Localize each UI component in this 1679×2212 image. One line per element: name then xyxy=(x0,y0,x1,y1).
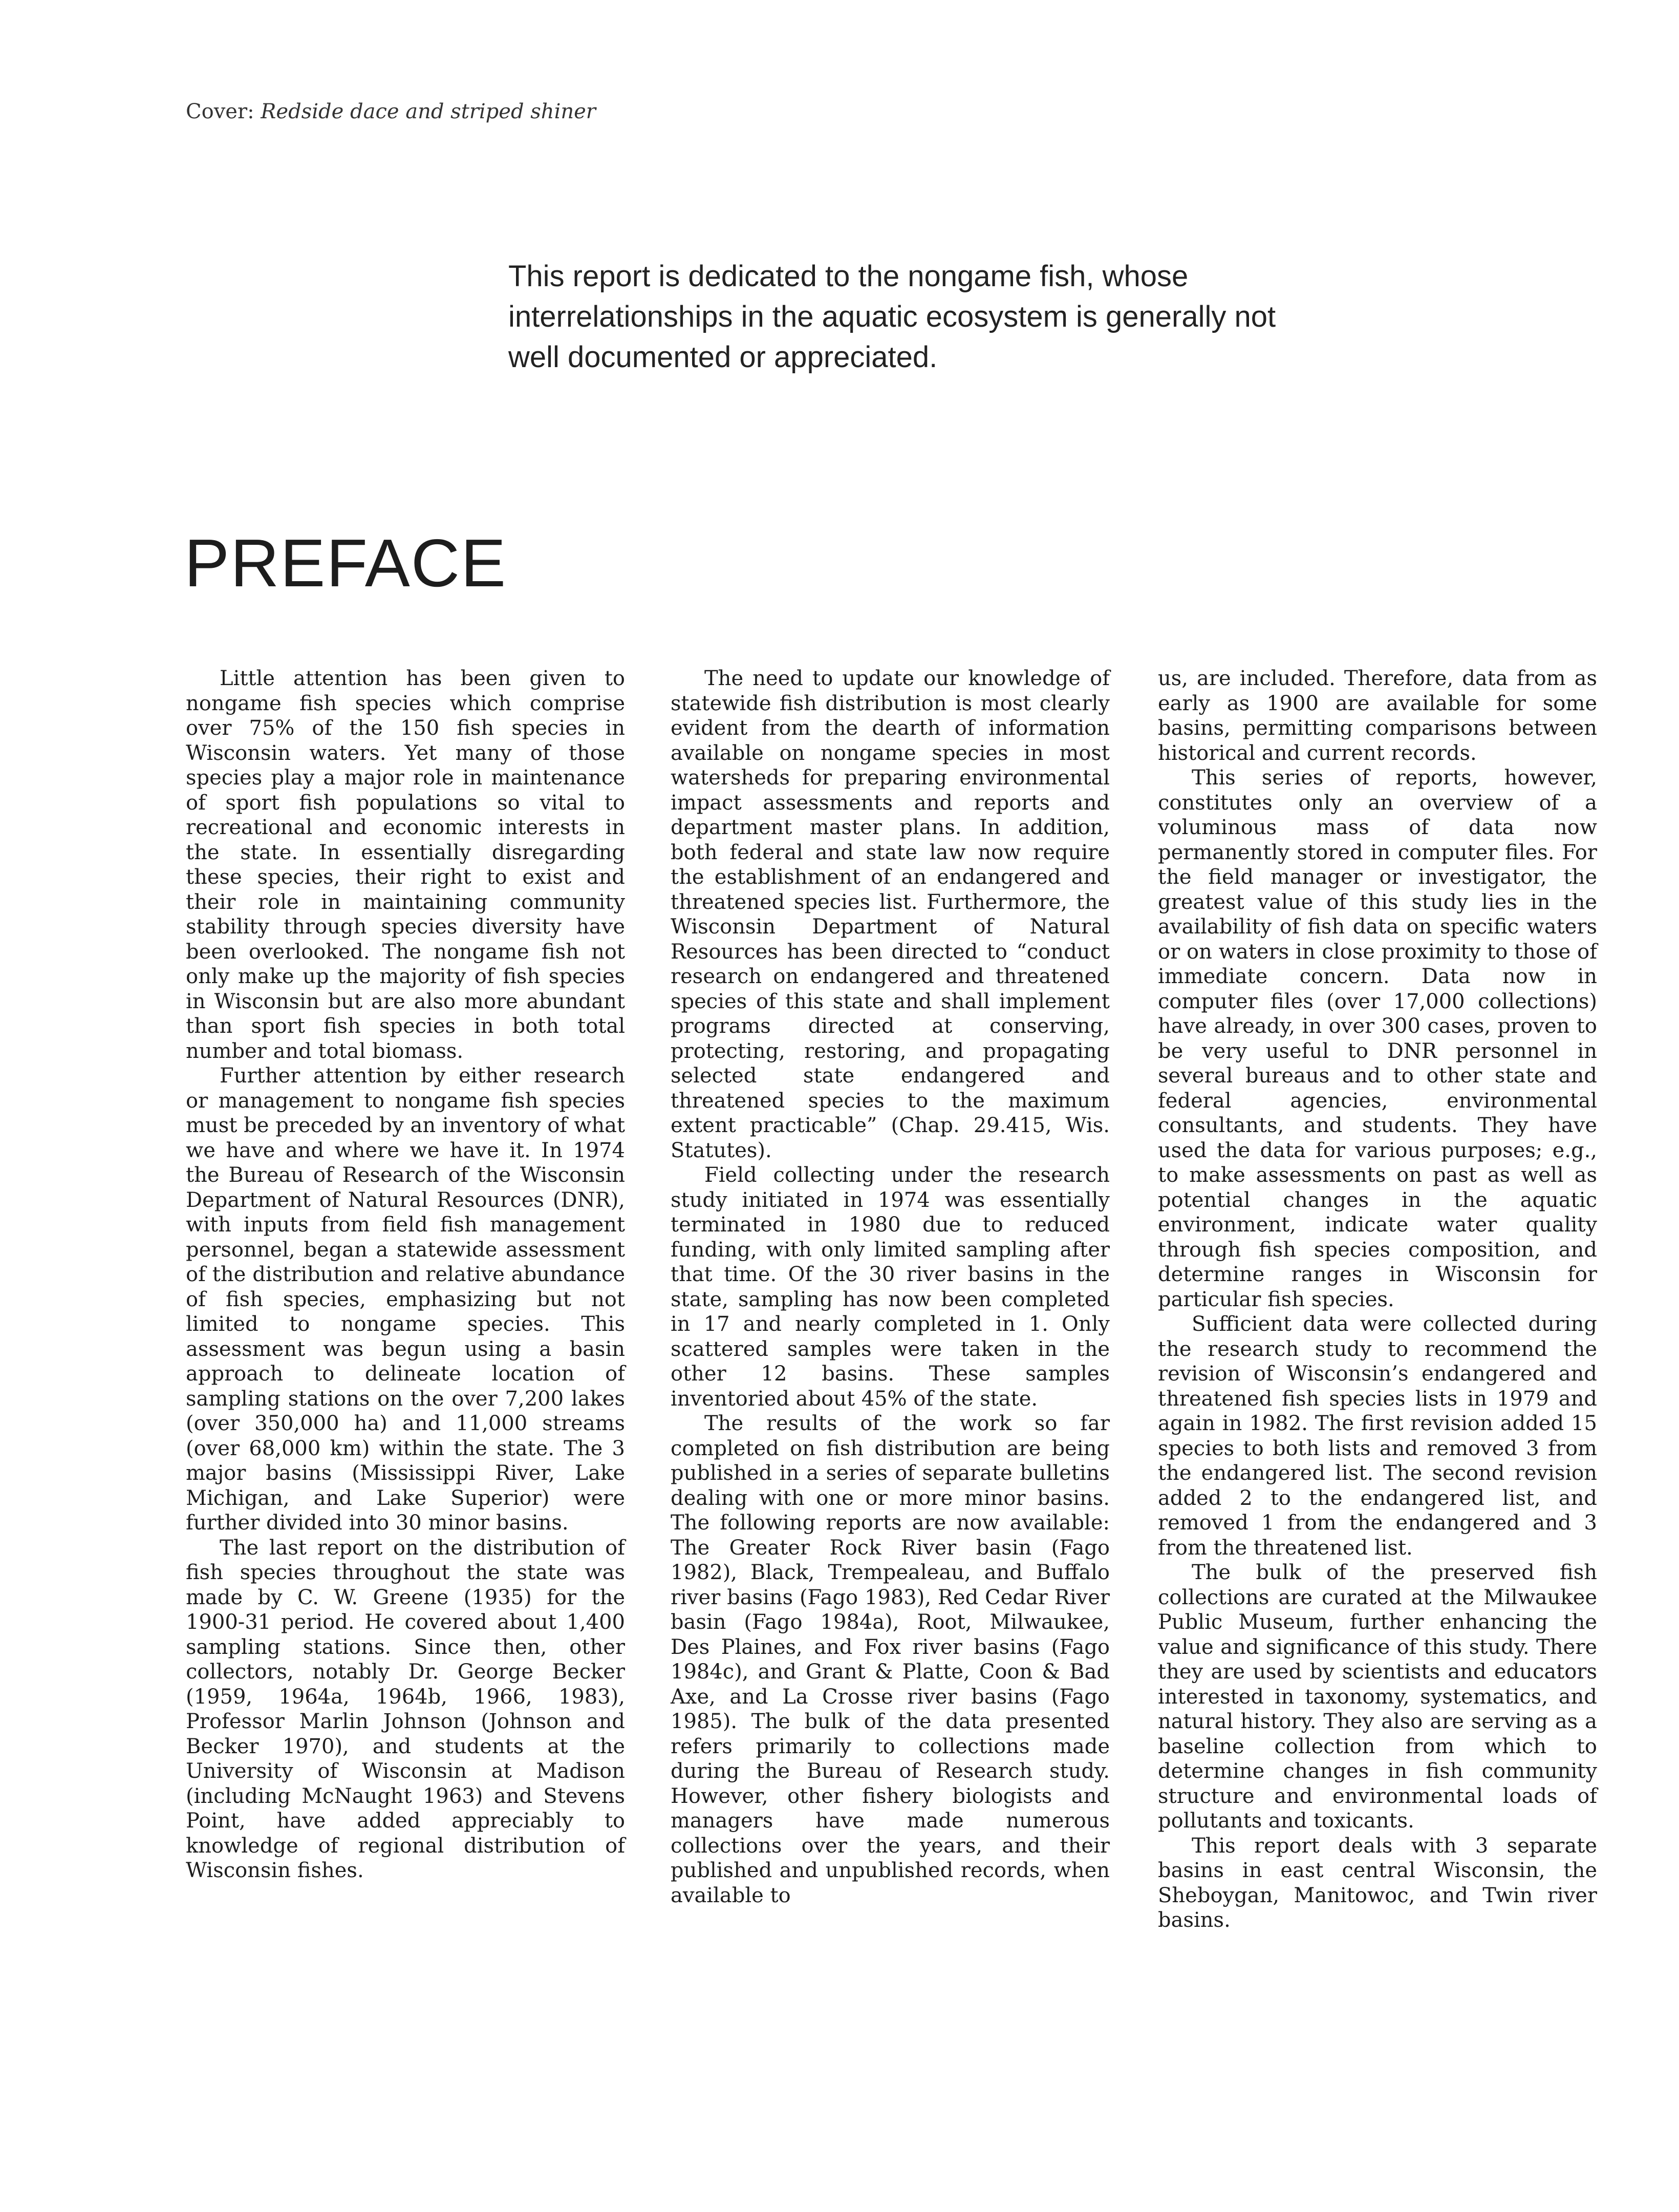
dedication-text: This report is dedicated to the nongame fish, whose interrelationships in the aquatic ecosystem is generally not well documented or appreciated. xyxy=(508,260,1276,374)
paragraph: The last report on the distribution of fish species throughout the state was made by C. W. Greene (1935) for the 1900-31 period. He covered about 1,400 sampling stations. Since then, other collectors, notably Dr. George Becker (1959, 1964a, 1964b, 1966, 1983), Professor Marlin Johnson (Johnson and Becker 1970), and students at the University of Wisconsin at Madison (including McNaught 1963) and Stevens Point, have added appreciably to knowledge of regional distribution of Wisconsin fishes. xyxy=(186,1536,625,1882)
paragraph: The need to update our knowledge of statewide fish distribution is most clearly evident from the dearth of information available on nongame species in most watersheds for preparing environmental impact assessments and reports and department master plans. In addition, both federal and state law now require the establishment of an endangered and threatened species list. Furthermore, the Wisconsin Department of Natural Resources has been directed to “conduct research on endangered and threatened species of this state and shall implement programs directed at conserving, protecting, restoring, and propagating selected state endangered and threatened species to the maximum extent practicable” (Chap. 29.415, Wis. Statutes). xyxy=(671,667,1110,1162)
cover-caption xyxy=(186,96,596,127)
paragraph: Little attention has been given to nongame fish species which comprise over 75% of the 150 fish species in Wisconsin waters. Yet many of those species play a major role in maintenance of sport fish populations so vital to recreational and economic interests in the state. In essentially disregarding these species, their right to exist and their role in maintaining community stability through species diversity have been overlooked. The nongame fish not only make up the majority of fish species in Wisconsin but are also more abundant than sport fish species in both total number and total biomass. xyxy=(186,667,625,1063)
text-column-2 xyxy=(671,666,1110,1908)
text-column-1 xyxy=(186,666,625,1883)
paragraph: The results of the work so far completed on fish distribution are being published in a series of separate bulletins dealing with one or more minor basins. The following reports are now available: The Greater Rock River basin (Fago 1982), Black, Trempealeau, and Buffalo river basins (Fago 1983), Red Cedar River basin (Fago 1984a), Root, Milwaukee, Des Plaines, and Fox river basins (Fago 1984c), and Grant & Platte, Coon & Bad Axe, and La Crosse river basins (Fago 1985). The bulk of the data presented refers primarily to collections made during the Bureau of Research study. However, other fishery biologists and managers have made numerous collections over the years, and their published and unpublished records, when available to xyxy=(671,1412,1110,1907)
paragraph: Sufficient data were collected during the research study to recommend the revision of Wisconsin’s endangered and threatened fish species lists in 1979 and again in 1982. The first revision added 15 species to both lists and removed 3 from the endangered list. The second revision added 2 to the endangered list, and removed 1 from the endangered and 3 from the threatened list. xyxy=(1158,1312,1597,1560)
paragraph-continued: us, are included. Therefore, data from as early as 1900 are available for some basins, permitting comparisons between historical and current records. xyxy=(1158,667,1597,765)
paragraph: Field collecting under the research study initiated in 1974 was essentially terminated in 1980 due to reduced funding, with only limited sampling after that time. Of the 30 river basins in the state, sampling has now been completed in 17 and nearly completed in 1. Only scattered samples were taken in the other 12 basins. These samples inventoried about 45% of the state. xyxy=(671,1163,1110,1411)
cover-title: Redside dace and striped shiner xyxy=(261,100,596,123)
cover-label: Cover: xyxy=(186,100,254,123)
preface-heading: PREFACE xyxy=(184,525,507,601)
paragraph: This series of reports, however, constitutes only an overview of a voluminous mass of data now permanently stored in computer files. For the field manager or investigator, the greatest value of this study lies in the availability of fish data on specific waters or on waters in close proximity to those of immediate concern. Data now in computer files (over 17,000 collections) have already, in over 300 cases, proven to be very useful to DNR personnel in several bureaus and to other state and federal agencies, environmental consultants, and students. They have used the data for various purposes; e.g., to make assessments on past as well as potential changes in the aquatic environment, indicate water quality through fish species composition, and determine ranges in Wisconsin for particular fish species. xyxy=(1158,766,1597,1311)
text-column-3 xyxy=(1158,666,1597,1933)
paragraph: Further attention by either research or management to nongame fish species must be preceded by an inventory of what we have and where we have it. In 1974 the Bureau of Research of the Wisconsin Department of Natural Resources (DNR), with inputs from field fish management personnel, began a statewide assessment of the distribution and relative abundance of fish species, emphasizing but not limited to nongame species. This assessment was begun using a basin approach to delineate location of sampling stations on the over 7,200 lakes (over 350,000 ha) and 11,000 streams (over 68,000 km) within the state. The 3 major basins (Mississippi River, Lake Michigan, and Lake Superior) were further divided into 30 minor basins. xyxy=(186,1064,625,1535)
paragraph: This report deals with 3 separate basins in east central Wisconsin, the Sheboygan, Manitowoc, and Twin river basins. xyxy=(1158,1834,1597,1932)
paragraph: The bulk of the preserved fish collections are curated at the Milwaukee Public Museum, further enhancing the value and significance of this study. There they are used by scientists and educators interested in taxonomy, systematics, and natural history. They also are serving as a baseline collection from which to determine changes in fish community structure and environmental loads of pollutants and toxicants. xyxy=(1158,1561,1597,1833)
